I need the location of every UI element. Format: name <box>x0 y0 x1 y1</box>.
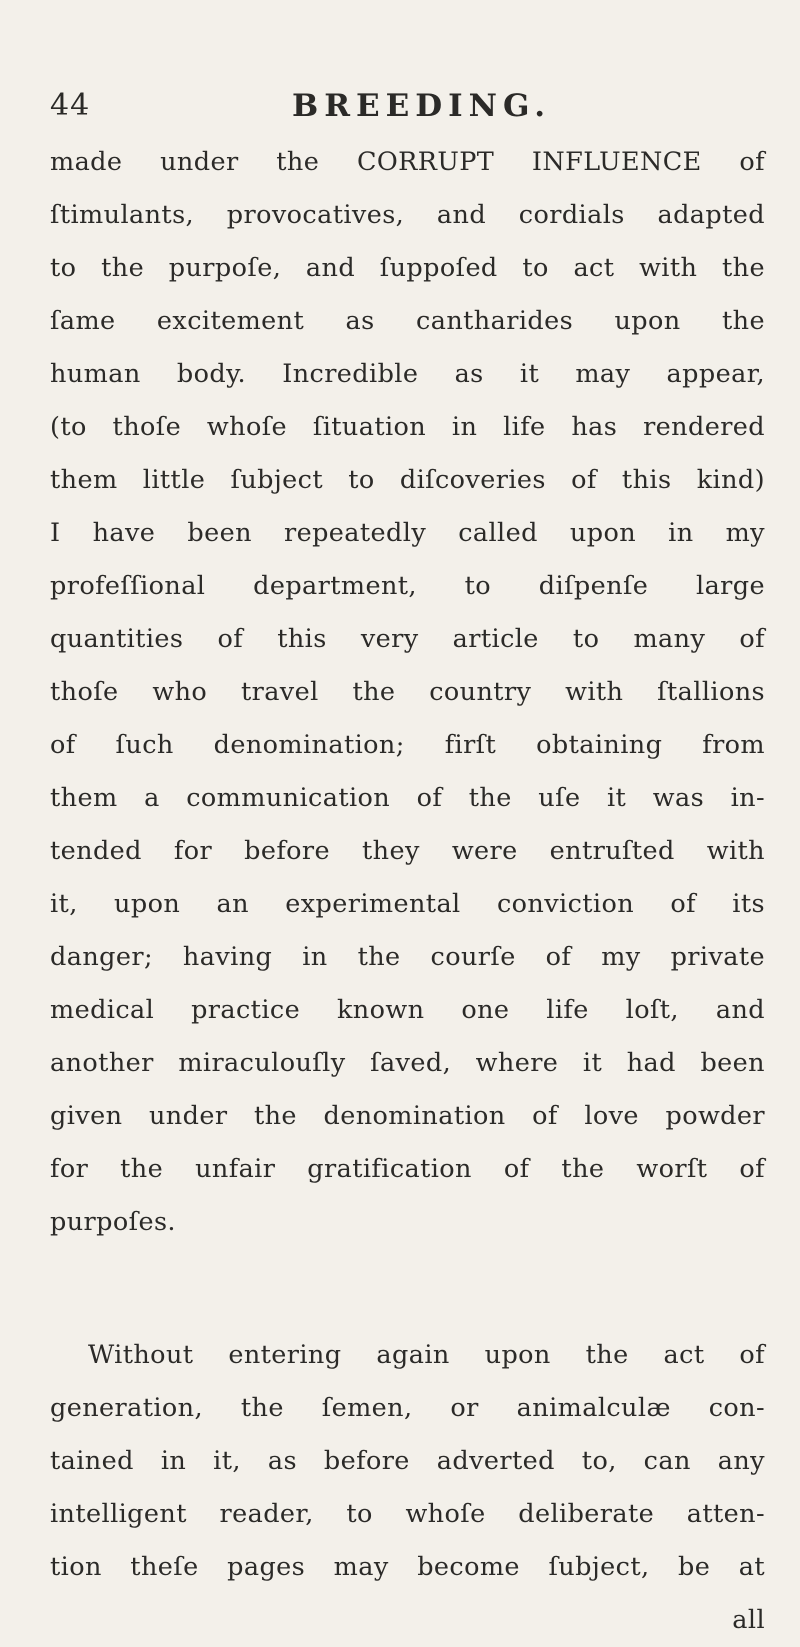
text-line: thoſe who travel the country with ſtallions <box>50 677 765 707</box>
page-header <box>50 88 790 128</box>
running-head: BREEDING. <box>292 88 552 124</box>
text-line: ſame excitement as cantharides upon the <box>50 306 765 336</box>
paragraph-gap <box>50 1249 765 1329</box>
text-line: them a communication of the uſe it was in- <box>50 783 765 813</box>
text-line: tended for before they were entruſted with <box>50 836 765 866</box>
text-line: generation, the ſemen, or animalculæ con- <box>50 1393 765 1423</box>
text-line: quantities of this very article to many of <box>50 624 765 654</box>
text-line: I have been repeatedly called upon in my <box>50 518 765 548</box>
text-line: tion theſe pages may become ſubject, be at <box>50 1552 765 1582</box>
text-line: to the purpoſe, and ſuppoſed to act with the <box>50 253 765 283</box>
text-line: medical practice known one life loſt, and <box>50 995 765 1025</box>
text-line: given under the denomination of love powder <box>50 1101 765 1131</box>
body-text <box>50 136 765 1647</box>
text-line: profeſſional department, to diſpenſe large <box>50 571 765 601</box>
text-line: (to thoſe whoſe ſituation in life has rendered <box>50 412 765 442</box>
text-line: ſtimulants, provocatives, and cordials adapted <box>50 200 765 230</box>
page-number: 44 <box>50 88 91 123</box>
text-line: for the unfair gratification of the worſt of <box>50 1154 765 1184</box>
text-line: tained in it, as before adverted to, can any <box>50 1446 765 1476</box>
text-line: danger; having in the courſe of my private <box>50 942 765 972</box>
paragraph-2 <box>50 1329 765 1647</box>
text-line: intelligent reader, to whoſe deliberate atten- <box>50 1499 765 1529</box>
text-line: made under the CORRUPT INFLUENCE of <box>50 147 765 177</box>
text-line: human body. Incredible as it may appear, <box>50 359 765 389</box>
text-line: of ſuch denomination; firſt obtaining from <box>50 730 765 760</box>
paragraph-1 <box>50 136 765 1249</box>
catchword: all <box>732 1605 765 1635</box>
text-line: it, upon an experimental conviction of its <box>50 889 765 919</box>
text-line: them little ſubject to diſcoveries of this kind) <box>50 465 765 495</box>
text-line: another miraculouſly ſaved, where it had been <box>50 1048 765 1078</box>
text-line: purpoſes. <box>50 1207 176 1237</box>
text-line: Without entering again upon the act of <box>88 1340 765 1370</box>
